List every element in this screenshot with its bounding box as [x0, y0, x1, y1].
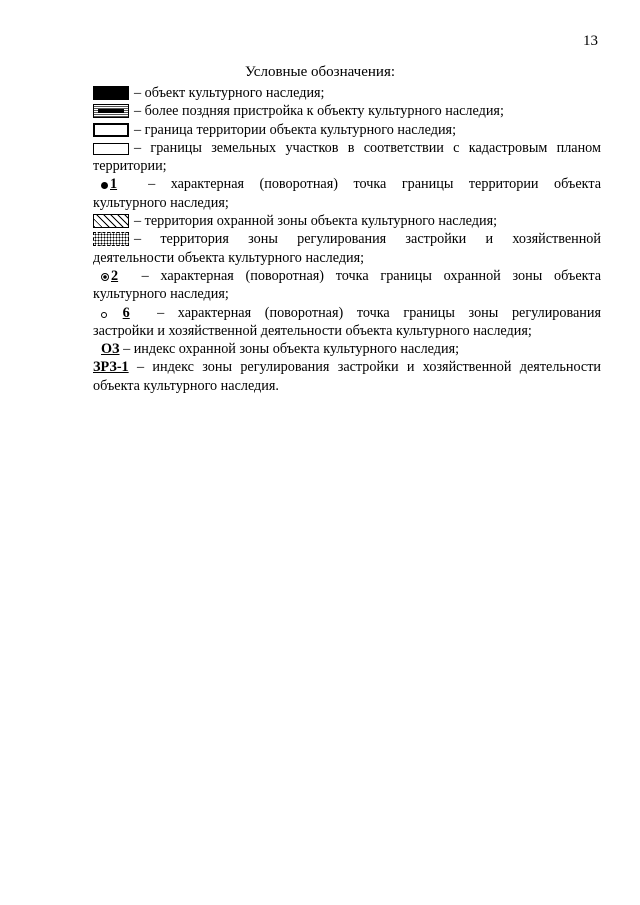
page-number: 13	[583, 33, 598, 49]
point-number: 6	[122, 304, 130, 321]
legend-item-text: – характерная (поворотная) точка границы территории объекта	[148, 176, 601, 193]
legend-item-protection-point	[93, 267, 601, 285]
legend-item-text: – границы земельных участков в соответствии с кадастровым планом	[134, 139, 601, 156]
legend-list	[93, 84, 601, 395]
legend-item-text: – характерная (поворотная) точка границы зоны регулирования	[157, 304, 602, 321]
legend-item-zrz-index	[93, 358, 601, 376]
legend-item-text: – территория охранной зоны объекта культурного наследия;	[134, 213, 498, 230]
legend-title: Условные обозначения:	[244, 64, 396, 80]
point-number: 2	[111, 267, 119, 284]
legend-item-oz-index	[93, 340, 601, 358]
point-number: 1	[110, 176, 118, 193]
legend-item-territory-border	[93, 121, 601, 139]
zone-index-code: ОЗ	[101, 341, 120, 358]
legend-item-text: – более поздняя пристройка к объекту культурного наследия;	[134, 103, 504, 120]
legend-item-object	[93, 84, 601, 102]
legend-item-text: – граница территории объекта культурного наследия;	[134, 121, 457, 138]
legend-item-text: – территория зоны регулирования застройки и хозяйственной	[134, 231, 601, 248]
legend-item-text: – индекс охранной зоны объекта культурного наследия;	[119, 341, 460, 358]
dotted-rectangle-icon	[93, 232, 129, 246]
black-rectangle-icon	[93, 86, 129, 100]
thick-outline-rectangle-icon	[93, 123, 129, 137]
legend-item-continuation: застройки и хозяйственной деятельности объекта культурного наследия;	[93, 322, 532, 339]
thin-outline-rectangle-icon	[93, 143, 129, 155]
legend-item-continuation: деятельности объекта культурного наследия;	[93, 249, 365, 266]
legend-item-regulation-point	[93, 304, 601, 322]
diagonal-hatch-rectangle-icon	[93, 214, 129, 228]
legend-item-regulation-zone	[93, 230, 601, 248]
legend-item-text: – характерная (поворотная) точка границы охранной зоны объекта	[141, 267, 601, 284]
legend-item-territory-point	[93, 175, 601, 193]
hatched-rectangle-icon	[93, 104, 129, 118]
legend-item-continuation: территории;	[93, 158, 167, 175]
legend-item-extension	[93, 102, 601, 120]
legend-item-protection-zone	[93, 212, 601, 230]
legend-item-continuation: культурного наследия;	[93, 286, 229, 303]
open-dot-icon	[101, 312, 107, 318]
filled-dot-icon	[101, 182, 108, 189]
legend-item-text: – объект культурного наследия;	[134, 85, 325, 101]
legend-item-land-plots	[93, 139, 601, 157]
zone-index-code: ЗРЗ-1	[93, 359, 129, 376]
legend-item-continuation: объекта культурного наследия.	[93, 377, 279, 394]
legend-item-continuation: культурного наследия;	[93, 194, 229, 211]
target-dot-icon	[101, 273, 109, 281]
legend-item-text: – индекс зоны регулирования застройки и хозяйственной деятельности	[128, 359, 601, 376]
